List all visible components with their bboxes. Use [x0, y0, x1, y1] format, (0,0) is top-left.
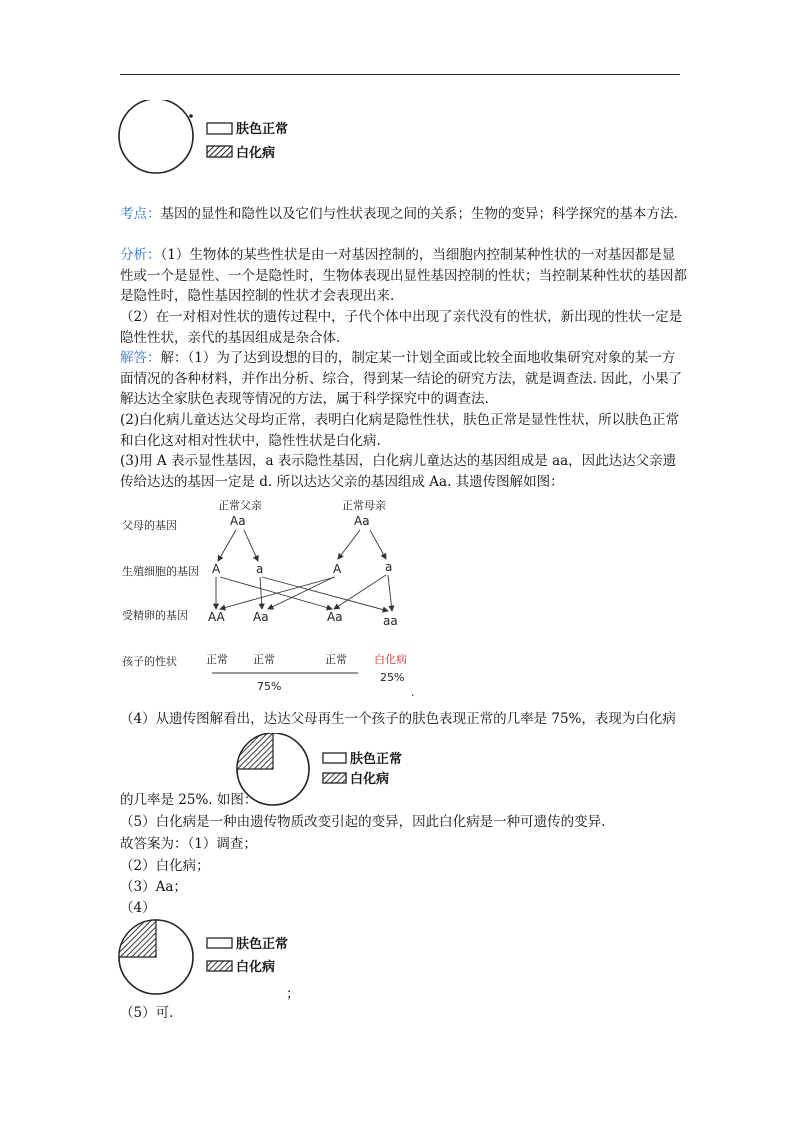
trait-1: 正常 — [206, 653, 228, 666]
arrow-mother-a — [370, 530, 386, 559]
legend-albino-label: 白化病 — [236, 960, 276, 975]
row-label-gametes: 生殖细胞的基因 — [122, 565, 199, 578]
legend-albino-swatch — [207, 961, 232, 971]
arrow-father-A — [218, 530, 236, 561]
fenxi-p1: （1）生物体的某些性状是由一对基因控制的，当细胞内控制某种性状的一对基因都是显性或一个是显性、一个是隐性时，生物体表现出显性基因控制的性状；当控制某种性状的基因都是隐性时，隐性基因控制的性状才会表现出来. — [120, 247, 687, 304]
pie-chart-top — [118, 100, 318, 180]
jieda-p3: (3)用 A 表示显性基因，a 表示隐性基因，白化病儿童达达的基因组成是 aa，因此达达父亲遗传给达达的基因一定是 d. 所以达达父亲的基因组成 Aa. 其遗传图解如图： — [120, 453, 677, 490]
jieda-paragraph-2 — [120, 410, 688, 451]
legend-normal-label: 肤色正常 — [236, 937, 289, 952]
legend-albino-swatch — [207, 146, 232, 157]
jieda-paragraph — [120, 348, 688, 410]
legend-albino-label: 白化病 — [236, 146, 276, 161]
normal-percent: 75% — [257, 680, 282, 693]
zygote-1: AA — [208, 610, 225, 624]
answer-semicolon: ； — [286, 986, 300, 1002]
answer-2: （2）白化病； — [120, 858, 210, 874]
zygote-2: Aa — [253, 610, 269, 624]
answer-intro: 故答案为：（1）调查； — [120, 836, 257, 852]
fenxi-p2: （2）在一对相对性状的遗传过程中，子代个体中出现了亲代没有的性状，新出现的性状一定是隐性性状，亲代的基因组成是杂合体. — [120, 309, 683, 346]
kaodian-text: 基因的显性和隐性以及它们与性状表现之间的关系；生物的变异；科学探究的基本方法. — [160, 206, 678, 222]
jieda-label: 解答： — [120, 350, 161, 366]
jieda-p1: 解：（1）为了达到设想的目的，制定某一计划全面或比较全面地收集研究对象的某一方面情况的各种材料，并作出分析、综合，得到某一结论的研究方法，就是调查法. 因此，小果了解达达全家肤色表现等情况的方法，属于科学探究中的调查法. — [120, 350, 683, 407]
trait-4: 白化病 — [374, 653, 407, 666]
jieda-paragraph-3 — [120, 451, 688, 492]
fenxi-paragraph-2 — [120, 307, 688, 348]
father-label: 正常父亲 — [218, 499, 262, 512]
row-label-traits: 孩子的性状 — [122, 655, 177, 668]
pie-marker-dot — [189, 114, 193, 118]
gamete-1: A — [212, 562, 221, 576]
answer-5: （5）可. — [120, 1005, 174, 1021]
row-label-zygotes: 受精卵的基因 — [122, 609, 188, 622]
jieda-paragraph-4 — [120, 709, 688, 730]
legend-normal-label: 肤色正常 — [236, 122, 289, 137]
albino-percent: 25% — [380, 671, 405, 684]
jieda-p5: （5）白化病是一种由遗传物质改变引起的变异，因此白化病是一种可遗传的变异. — [120, 814, 606, 830]
jieda-p2: (2)白化病儿童达达父母均正常，表明白化病是隐性性状，肤色正常是显性性状，所以肤色正常和白化这对相对性状中，隐性性状是白化病. — [120, 412, 680, 449]
pie-slice-albino — [119, 920, 156, 957]
line-a-Aa2 — [260, 577, 262, 609]
legend-albino-label: 白化病 — [350, 772, 390, 787]
diagram-dot: . — [411, 686, 415, 699]
kaodian-label: 考点： — [120, 206, 161, 222]
zygote-4: aa — [383, 614, 398, 628]
legend-normal-label: 肤色正常 — [350, 752, 403, 767]
pie-outline — [119, 100, 193, 173]
trait-3: 正常 — [325, 653, 347, 666]
pie-slice-albino — [237, 733, 273, 769]
mother-gene: Aa — [354, 514, 370, 528]
row-label-parents: 父母的基因 — [122, 519, 177, 532]
zygote-3: Aa — [327, 610, 343, 624]
legend-albino-swatch — [323, 773, 346, 783]
kaodian-paragraph — [120, 204, 688, 225]
fenxi-paragraph — [120, 245, 688, 307]
answer-3: （3）Aa； — [120, 879, 187, 895]
legend-normal-swatch — [207, 123, 232, 134]
father-gene: Aa — [230, 514, 246, 528]
trait-2: 正常 — [253, 653, 275, 666]
legend-normal-swatch — [207, 938, 232, 948]
header-rule — [120, 74, 680, 75]
jieda-paragraph-5 — [120, 812, 688, 833]
jieda-paragraph-4b — [120, 790, 688, 811]
arrow-father-a — [244, 530, 258, 561]
gamete-2: a — [256, 562, 264, 576]
genetic-diagram — [120, 495, 440, 700]
answer-4: （4） — [120, 900, 156, 916]
gamete-4: a — [385, 560, 393, 574]
jieda-p4: （4）从遗传图解看出，达达父母再生一个孩子的肤色表现正常的几率是 75%，表现为白化病 — [120, 711, 676, 727]
jieda-p4b: 的几率是 25%. 如图： — [120, 792, 258, 808]
gamete-3: A — [333, 562, 342, 576]
legend-normal-swatch — [323, 753, 346, 763]
mother-label: 正常母亲 — [342, 499, 386, 512]
fenxi-label: 分析： — [120, 247, 161, 263]
line-a2-aa — [388, 575, 392, 611]
arrow-mother-A — [338, 530, 360, 559]
